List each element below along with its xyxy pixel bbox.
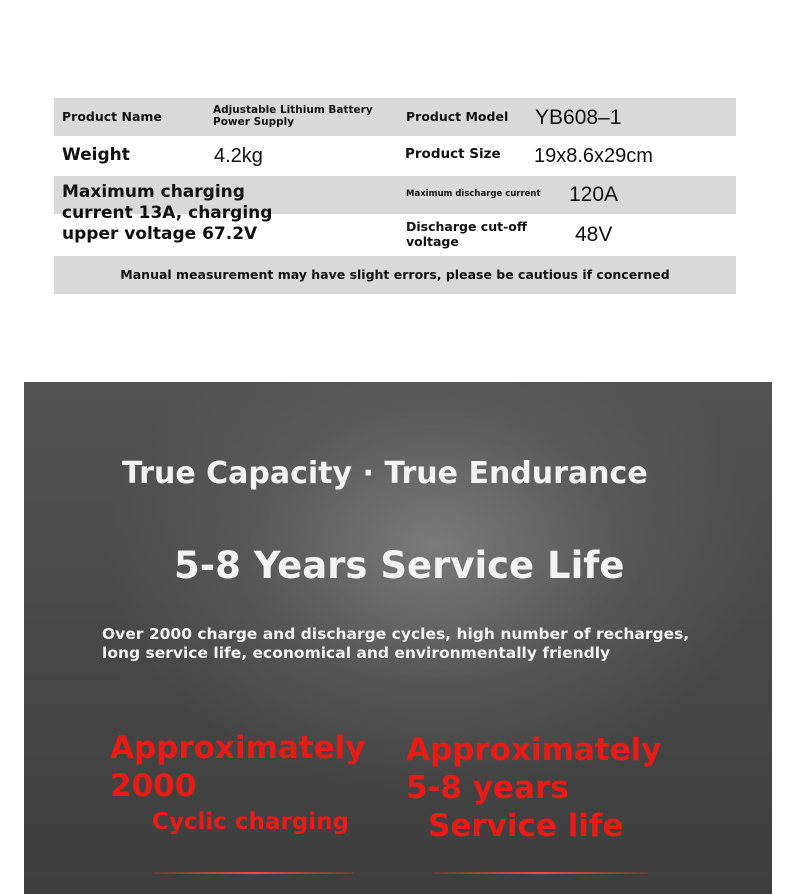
product-size-label: Product Size (405, 146, 501, 162)
feature-subheadline: 5-8 Years Service Life (174, 544, 625, 587)
feature-description-line2: long service life, economical and environmentally friendly (102, 644, 611, 662)
max-discharge-current-value: 120A (569, 183, 619, 206)
discharge-cutoff-voltage-value: 48V (575, 223, 613, 246)
spec-row-name-model (54, 98, 736, 136)
feature-headline: True Capacity · True Endurance (122, 456, 648, 491)
stat-lifespan-line3: Service life (428, 808, 624, 844)
measurement-note-row (54, 256, 736, 294)
product-size-value: 19x8.6x29cm (534, 145, 653, 167)
stat-cycles-line1: Approximately (110, 730, 366, 766)
max-discharge-current-label: Maximum discharge current (406, 189, 541, 199)
product-name-value: Adjustable Lithium Battery Power Supply (213, 104, 373, 128)
product-model-label: Product Model (406, 109, 509, 124)
product-model-value: YB608–1 (535, 106, 622, 129)
weight-value: 4.2kg (214, 145, 263, 167)
discharge-cutoff-label-line1: Discharge cut-off (406, 219, 527, 234)
weight-label: Weight (62, 145, 130, 165)
charging-note-line3: upper voltage 67.2V (62, 224, 258, 244)
stat-lifespan-line2: 5-8 years (406, 770, 569, 806)
spec-row-weight-size (54, 136, 736, 176)
feature-description-line1: Over 2000 charge and discharge cycles, high number of recharges, (102, 625, 690, 643)
stat-cycles-underline (154, 872, 354, 874)
stat-cycles-line3: Cyclic charging (152, 809, 349, 835)
feature-description (102, 625, 689, 663)
discharge-cutoff-voltage-label (406, 219, 527, 249)
charging-note (62, 182, 362, 245)
charging-note-line1: Maximum charging (62, 182, 245, 202)
stat-cycles-line2: 2000 (110, 768, 197, 804)
measurement-note: Manual measurement may have slight errors, please be cautious if concerned (120, 267, 670, 282)
product-name-label: Product Name (62, 109, 162, 124)
stat-lifespan-line1: Approximately (406, 732, 662, 768)
discharge-cutoff-label-line2: voltage (406, 234, 459, 249)
spec-table (54, 98, 736, 294)
feature-panel (24, 382, 772, 894)
charging-note-line2: current 13A, charging (62, 203, 273, 223)
stat-lifespan-underline (434, 872, 648, 874)
